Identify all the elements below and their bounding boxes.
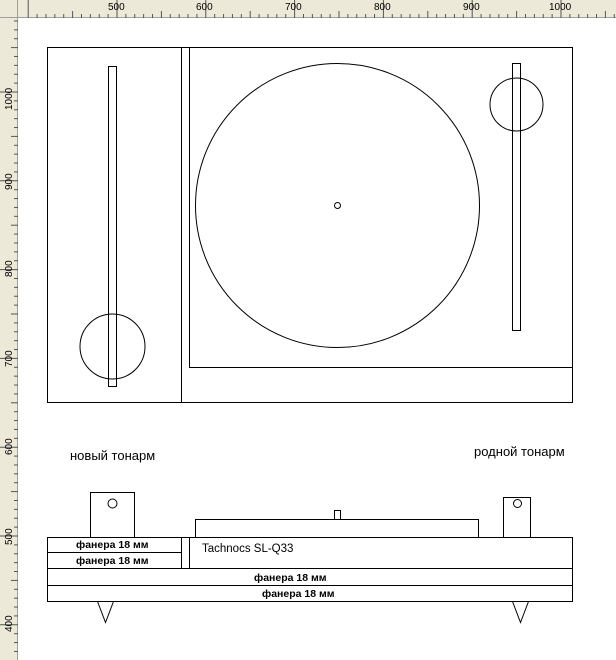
top-ruler-label: 700 <box>285 2 302 13</box>
new-tonearm-counterweight <box>80 314 145 379</box>
stock-tonearm-pivot <box>514 500 522 508</box>
left-ruler-ticks <box>0 21 18 651</box>
plywood-label-1: фанера 18 мм <box>76 539 149 551</box>
top-ruler-label: 500 <box>108 2 125 13</box>
plinth-outline <box>48 48 573 403</box>
top-ruler-label: 800 <box>374 2 391 13</box>
new-tonearm <box>109 67 117 387</box>
left-ruler-label: 600 <box>4 438 15 455</box>
stock-tonearm-base <box>504 498 531 538</box>
left-ruler-label: 1000 <box>4 87 15 110</box>
top-ruler-label: 600 <box>196 2 213 13</box>
turntable-model-label: Tachnocs SL-Q33 <box>202 543 294 555</box>
stock-tonearm-counterweight <box>490 78 543 131</box>
plywood-label-3: фанера 18 мм <box>254 572 327 584</box>
spindle <box>335 203 341 209</box>
plywood-label-4: фанера 18 мм <box>262 588 335 600</box>
left-ruler-label: 900 <box>4 173 15 190</box>
left-ruler-label: 800 <box>4 260 15 277</box>
top-ruler-label: 1000 <box>549 2 572 13</box>
new-tonearm-label: новый тонарм <box>70 448 156 463</box>
left-foot <box>98 602 114 623</box>
new-tonearm-pivot <box>108 499 117 508</box>
left-ruler-label: 500 <box>4 528 15 545</box>
left-ruler-label: 700 <box>4 350 15 367</box>
stock-tonearm <box>513 64 521 331</box>
spindle-side <box>335 511 341 520</box>
plywood-label-2: фанера 18 мм <box>76 555 149 567</box>
left-ruler-label: 400 <box>4 615 15 632</box>
platter <box>196 64 480 348</box>
platter-side <box>196 520 479 538</box>
stock-tonearm-label: родной тонарм <box>474 444 565 459</box>
right-foot <box>513 602 529 623</box>
top-ruler-label: 900 <box>463 2 480 13</box>
